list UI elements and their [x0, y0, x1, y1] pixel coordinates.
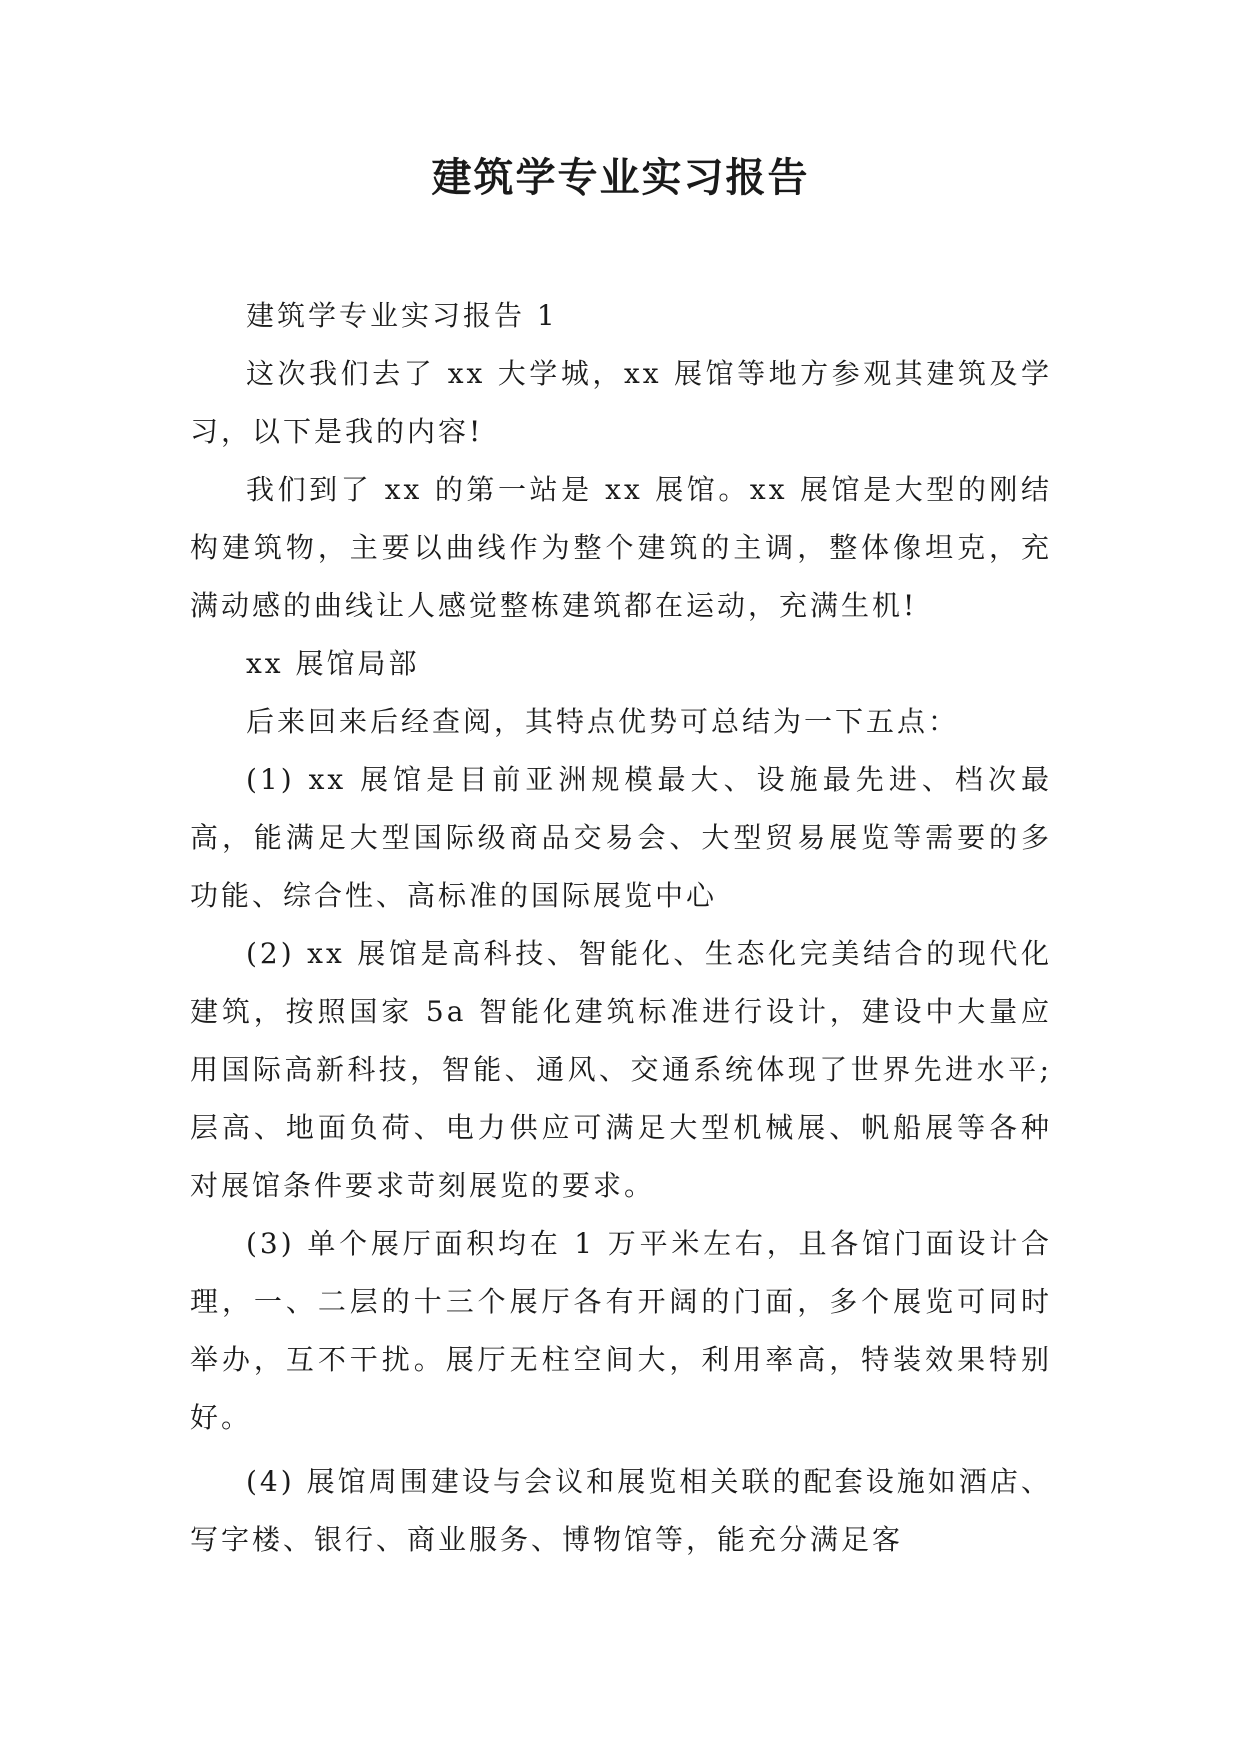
section-heading: 建筑学专业实习报告 1 [246, 299, 558, 332]
list-item-4: (4) 展馆周围建设与会议和展览相关联的配套设施如酒店、写字楼、银行、商业服务、博物馆等，能充分满足客 [190, 1465, 1052, 1556]
list-item-3: (3) 单个展厅面积均在 1 万平米左右，且各馆门面设计合理，一、二层的十三个展厅各有开阔的门面，多个展览可同时举办，互不干扰。展厅无柱空间大，利用率高，特装效果特别好。 [190, 1227, 1052, 1434]
image-caption: xx 展馆局部 [246, 647, 420, 680]
paragraph-summary-lead: 后来回来后经查阅，其特点优势可总结为一下五点： [246, 705, 960, 738]
list-item-2: (2) xx 展馆是高科技、智能化、生态化完美结合的现代化建筑，按照国家 5a 智能化建筑标准进行设计，建设中大量应用国际高新科技，智能、通风、交通系统体现了世界先进水平;层高、地面负荷、电力供应可满足大型机械展、帆船展等各种对展馆条件要求苛刻展览的要求。 [190, 937, 1052, 1202]
paragraph-first-stop: 我们到了 xx 的第一站是 xx 展馆。xx 展馆是大型的刚结构建筑物，主要以曲线作为整个建筑的主调，整体像坦克，充满动感的曲线让人感觉整栋建筑都在运动，充满生机! [190, 473, 1052, 622]
paragraph-intro: 这次我们去了 xx 大学城，xx 展馆等地方参观其建筑及学习，以下是我的内容! [190, 357, 1052, 448]
document-body [190, 287, 1052, 1569]
list-item-1: (1) xx 展馆是目前亚洲规模最大、设施最先进、档次最高，能满足大型国际级商品交易会、大型贸易展览等需要的多功能、综合性、高标准的国际展览中心 [190, 763, 1052, 912]
page-title: 建筑学专业实习报告 [431, 154, 810, 201]
